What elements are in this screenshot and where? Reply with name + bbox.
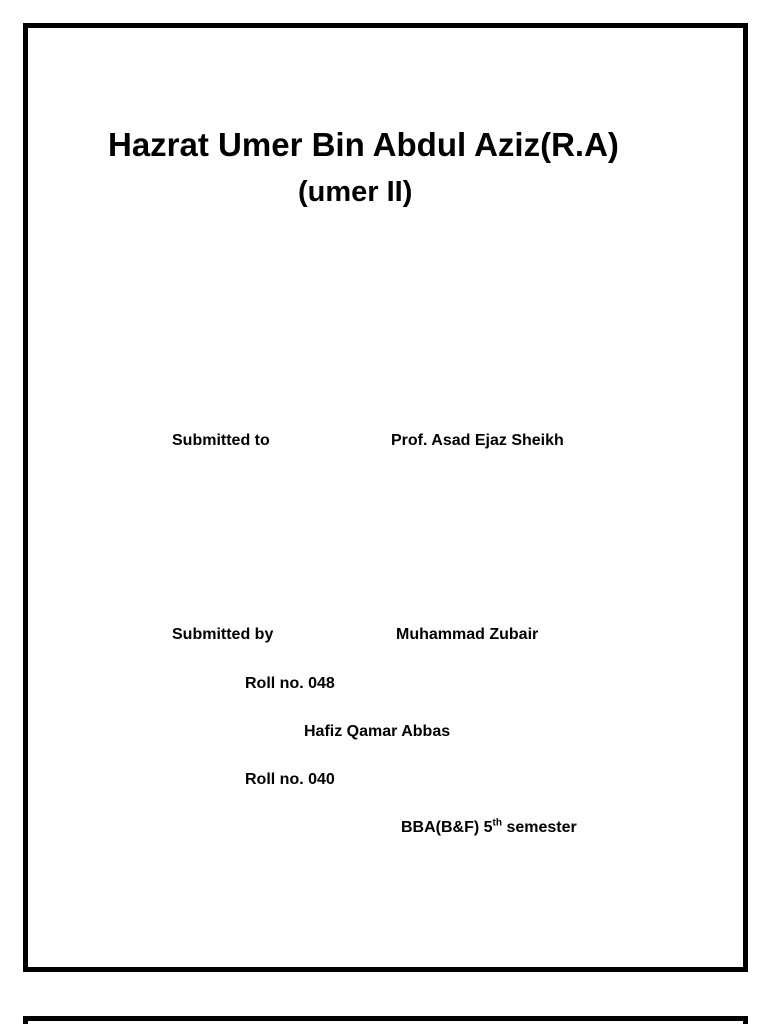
- student-2-name: Hafiz Qamar Abbas: [304, 723, 451, 740]
- program-prefix: BBA(B&F) 5: [401, 819, 493, 836]
- page-border: [23, 23, 748, 972]
- program-suffix: semester: [502, 819, 577, 836]
- ordinal-superscript: th: [492, 817, 502, 829]
- supervisor-name: Prof. Asad Ejaz Sheikh: [391, 432, 564, 449]
- submitted-by-label: Submitted by: [172, 626, 274, 643]
- document-subtitle: (umer II): [298, 176, 413, 208]
- submitted-to-label: Submitted to: [172, 432, 270, 449]
- student-1-name: Muhammad Zubair: [396, 626, 539, 643]
- student-2-roll: Roll no. 040: [245, 771, 335, 788]
- student-1-roll: Roll no. 048: [245, 675, 335, 692]
- next-page-border: [23, 1016, 748, 1024]
- document-title: Hazrat Umer Bin Abdul Aziz(R.A): [108, 126, 619, 163]
- program-semester: [401, 819, 577, 837]
